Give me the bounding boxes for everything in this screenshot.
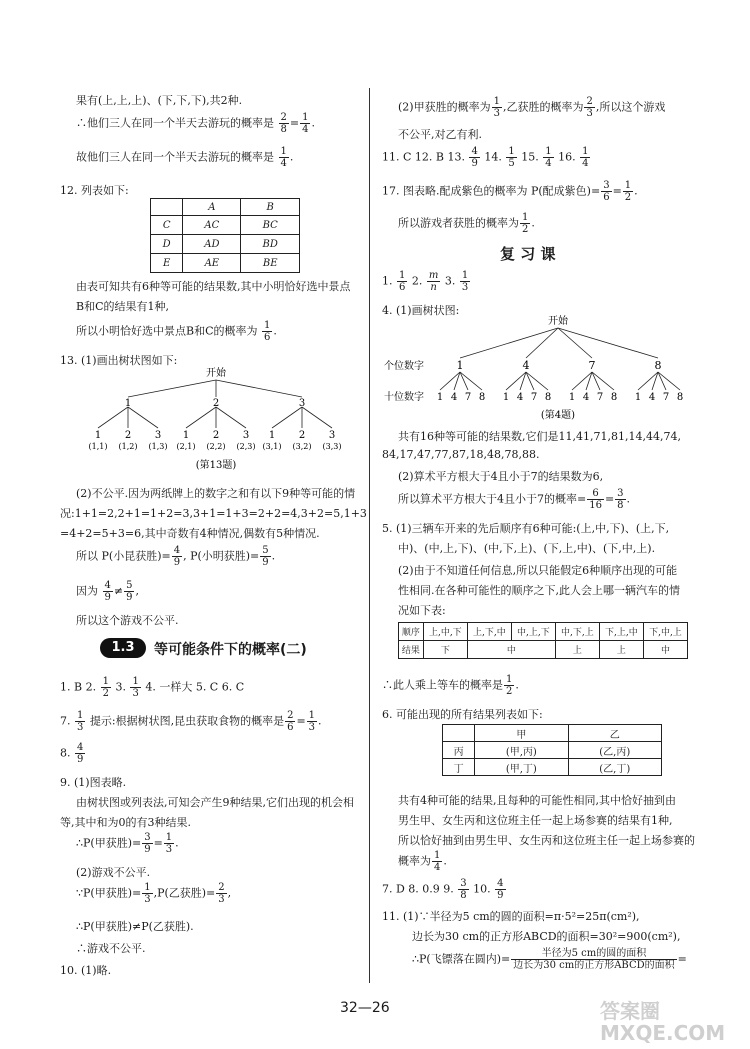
answer-line: 1. B 2. $\frac{1}{2}$ 3. $\frac{1}{3}$ 4. 一样大 5. C 6. C bbox=[60, 676, 245, 699]
answer-line: 11. (1)∵半径为5 cm的圆的面积=π·5²=25π(cm²), bbox=[382, 910, 640, 923]
text-line: 男生甲、女生丙和这位班主任一起上场参赛的结果有1种, bbox=[398, 814, 673, 827]
fraction: $\frac{6}{16}$ bbox=[589, 488, 602, 511]
fraction: $\frac{1}{4}$ bbox=[434, 850, 441, 873]
fraction: $\frac{3}{9}$ bbox=[144, 832, 151, 855]
watermark: 答案圈 MXQE.COM bbox=[600, 999, 726, 1045]
tree-diagram-4 bbox=[382, 312, 702, 420]
tree-leaf: 7 bbox=[596, 392, 604, 403]
text-line: 由表可知共有6种等可能的结果数,其中小明恰好选中景点 bbox=[76, 280, 351, 293]
fraction: $\frac{5}{9}$ bbox=[126, 580, 133, 603]
answer-line: 7. $\frac{1}{3}$ 提示:根据树状图,昆虫获取食物的概率是 $\frac{2}{6}$ = $\frac{1}{3}$ . bbox=[60, 710, 322, 733]
tree-node: 3 bbox=[298, 398, 306, 409]
fraction: $\frac{1}{6}$ bbox=[264, 320, 271, 343]
fraction: $\frac{4}{9}$ bbox=[77, 742, 84, 765]
tree-node: 2 bbox=[212, 398, 220, 409]
tree-node: 3 bbox=[328, 430, 336, 441]
text-line: (2)不公平.因为两纸牌上的数字之和有以下9种等可能的情 bbox=[76, 487, 356, 500]
row-label: 个位数字 bbox=[384, 361, 424, 372]
text-line: ∴P(飞镖落在圆内)= $\frac{\text{半径为5 cm的圆的面积}}{\text{边长为30 cm的正方形ABCD的面积}}$ = bbox=[412, 948, 687, 971]
tree-leaf: (1,2) bbox=[118, 442, 138, 451]
text-line: (2)算术平方根大于4且小于7的结果数为6, bbox=[398, 470, 604, 483]
text-line: 所以游戏者获胜的概率为 $\frac{1}{2}$ . bbox=[398, 212, 535, 235]
section-title: 等可能条件下的概率(二) bbox=[154, 642, 307, 658]
fraction: $\frac{1}{3}$ bbox=[461, 270, 469, 293]
fraction: $\frac{1}{2}$ bbox=[102, 676, 109, 699]
text-line: ∴他们三人在同一个半天去游玩的概率是 $\frac{2}{8}$ = $\frac{1}{4}$ . bbox=[76, 112, 315, 135]
fraction: $\frac{1}{3}$ bbox=[144, 882, 151, 905]
fraction: $\frac{2}{3}$ bbox=[586, 96, 593, 119]
fraction: $\frac{1}{4}$ bbox=[545, 146, 552, 169]
fraction: $\frac{1}{3}$ bbox=[132, 676, 139, 699]
fraction: $\frac{1}{2}$ bbox=[624, 180, 632, 203]
text-line: ∴此人乘上等车的概率是 $\frac{1}{2}$ . bbox=[382, 674, 519, 697]
text-line: (2)甲获胜的概率为 $\frac{1}{3}$ ,乙获胜的概率为 $\frac{2}{3}$ ,所以这个游戏 bbox=[398, 96, 666, 119]
fraction: $\frac{1}{2}$ bbox=[522, 212, 529, 235]
fraction: $\frac{1}{2}$ bbox=[506, 674, 513, 697]
fraction: $\frac{3}{8}$ bbox=[617, 488, 624, 511]
answer-line: 8. $\frac{4}{9}$ bbox=[60, 742, 84, 765]
answer-line: 4. (1)画树状图: bbox=[382, 304, 460, 317]
text-line: 所以 P(小昆获胜)= $\frac{4}{9}$ , P(小明获胜)= $\frac{5}{9}$ . bbox=[76, 545, 276, 568]
fraction: $\frac{2}{8}$ bbox=[280, 112, 287, 135]
page-number: 32—26 bbox=[340, 1000, 390, 1016]
answer-line: 6. 可能出现的所有结果列表如下: bbox=[382, 708, 543, 721]
answer-line: 7. D 8. 0.9 9. $\frac{3}{8}$ 10. $\frac{4}{9}$ bbox=[382, 878, 504, 901]
tree-leaf: (1,1) bbox=[88, 442, 108, 451]
tree-leaf: 4 bbox=[516, 392, 524, 403]
question-12: 12. 列表如下: bbox=[60, 184, 129, 197]
answer-line: 10. (1)略. bbox=[60, 964, 112, 977]
text-line: 5. (1)三辆车开来的先后顺序有6种可能:(上,中,下)、(上,下, bbox=[382, 522, 670, 535]
tree-leaf: 8 bbox=[676, 392, 684, 403]
text-line: 况:1+1=2,2+1=1+2=3,3+1=1+3=2+2=4,3+2=5,1+3 bbox=[60, 507, 367, 520]
fraction: $\frac{m}{n}$ bbox=[428, 270, 439, 293]
fraction: $\frac{4}{9}$ bbox=[173, 545, 181, 568]
tree-leaf: 4 bbox=[450, 392, 458, 403]
review-heading: 复 习 课 bbox=[500, 245, 556, 263]
column-divider bbox=[369, 88, 370, 983]
text-line: =4+2=5+3=6,其中奇数有4种情况,偶数有5种情况. bbox=[60, 527, 320, 540]
tree-leaf: 7 bbox=[530, 392, 538, 403]
tree-branches bbox=[440, 328, 680, 390]
fraction: $\frac{4}{9}$ bbox=[497, 878, 504, 901]
fraction: $\frac{1}{5}$ bbox=[508, 146, 515, 169]
tree-leaf: (2,3) bbox=[236, 442, 256, 451]
tree-leaf: 1 bbox=[436, 392, 444, 403]
text-line: 等,其中和为0的有3种结果. bbox=[60, 816, 191, 829]
text-line: (2)游戏不公平. bbox=[76, 866, 151, 879]
tree-node: 1 bbox=[268, 430, 276, 441]
fraction: $\frac{1}{3}$ bbox=[77, 710, 84, 733]
text-line: 所以算术平方根大于4且小于7的概率= $\frac{6}{16}$ = $\frac{3}{8}$ . bbox=[398, 488, 631, 511]
text-line: 果有(上,上,上)、(下,下,下),共2种. bbox=[76, 94, 243, 107]
tree-node: 7 bbox=[588, 359, 596, 372]
fraction: $\frac{1}{3}$ bbox=[308, 710, 316, 733]
table-6: 甲 乙 丙 (甲,丙) (乙,丙) 丁 (甲,丁) (乙,丁) bbox=[442, 724, 662, 776]
text-line: B和C的结果有1种, bbox=[76, 300, 169, 313]
text-line: 中)、(中,上,下)、(中,下,上)、(下,上,中)、(下,中,上). bbox=[398, 542, 656, 555]
tree-node: 1 bbox=[182, 430, 190, 441]
table-12: A B C AC BC D AD BD E AE BE bbox=[150, 198, 300, 273]
fraction: $\frac{3}{6}$ bbox=[603, 180, 610, 203]
tree-leaf: (2,2) bbox=[206, 442, 226, 451]
text-line: 由树状图或列表法,可知会产生9种结果,它们出现的机会相 bbox=[76, 796, 354, 809]
tree-node: 1 bbox=[124, 398, 132, 409]
tree-node: 3 bbox=[154, 430, 162, 441]
question-13: 13. (1)画出树状图如下: bbox=[60, 354, 178, 367]
fraction: $\frac{1}{4}$ bbox=[582, 146, 589, 169]
table-5: 顺序 上,中,下 上,下,中 中,上,下 中,下,上 下,上,中 下,中,上 结果 下 中 上 上 中 bbox=[398, 622, 688, 659]
text-line: 所以这个游戏不公平. bbox=[76, 614, 179, 627]
answer-line: 17. 图表略.配成紫色的概率为 P(配成紫色)= $\frac{3}{6}$ = $\frac{1}{2}$ . bbox=[382, 180, 638, 203]
tree-leaf: 8 bbox=[610, 392, 618, 403]
tree-root: 开始 bbox=[206, 368, 226, 379]
tree-node: 8 bbox=[654, 359, 662, 372]
text-line: 84,17,47,77,87,18,48,78,88. bbox=[382, 448, 540, 461]
text-line: 所以恰好抽到由男生甲、女生丙和这位班主任一起上场参赛的 bbox=[398, 834, 695, 847]
text-line: 共有16种等可能的结果数,它们是11,41,71,81,14,44,74, bbox=[398, 430, 681, 443]
section-number: 1.3 bbox=[100, 638, 146, 658]
fraction: $\frac{2}{3}$ bbox=[218, 882, 225, 905]
tree-leaf: (3,3) bbox=[322, 442, 342, 451]
fraction: $\frac{2}{6}$ bbox=[287, 710, 294, 733]
answer-line: 9. (1)图表略. bbox=[60, 776, 127, 789]
fraction: $\frac{5}{9}$ bbox=[262, 545, 269, 568]
fraction: $\frac{4}{9}$ bbox=[104, 580, 111, 603]
tree-leaf: 8 bbox=[544, 392, 552, 403]
tree-leaf: (3,2) bbox=[292, 442, 312, 451]
tree-leaf: (1,3) bbox=[148, 442, 168, 451]
tree-leaf: 4 bbox=[582, 392, 590, 403]
text-line: 概率为 $\frac{1}{4}$ . bbox=[398, 850, 447, 873]
tree-node: 1 bbox=[456, 359, 464, 372]
figure-caption: (第13题) bbox=[195, 460, 237, 471]
tree-leaf: (2,1) bbox=[176, 442, 196, 451]
text-line: 共有4种可能的结果,且每种的可能性相同,其中恰好抽到由 bbox=[398, 794, 676, 807]
tree-leaf: 4 bbox=[648, 392, 656, 403]
tree-node: 1 bbox=[94, 430, 102, 441]
fraction: $\frac{3}{8}$ bbox=[460, 878, 467, 901]
tree-node: 2 bbox=[124, 430, 132, 441]
text-line: ∵P(甲获胜)= $\frac{1}{3}$ ,P(乙获胜)= $\frac{2}{3}$ , bbox=[76, 882, 232, 905]
tree-node: 4 bbox=[522, 359, 530, 372]
text-line: (2)由于不知道任何信息,所以只能假定6种顺序出现的可能 bbox=[398, 564, 678, 577]
tree-leaf: 1 bbox=[634, 392, 642, 403]
tree-node: 2 bbox=[212, 430, 220, 441]
text-line: 不公平,对乙有利. bbox=[398, 128, 482, 141]
tree-node: 3 bbox=[242, 430, 250, 441]
section-heading bbox=[100, 636, 360, 660]
tree-root: 开始 bbox=[548, 316, 568, 327]
figure-caption: (第4题) bbox=[540, 410, 576, 420]
fraction: $\frac{1}{4}$ bbox=[280, 146, 287, 169]
tree-leaf: 1 bbox=[502, 392, 510, 403]
tree-leaf: 8 bbox=[478, 392, 486, 403]
text-line: ∴P(甲获胜)≠P(乙获胜). bbox=[76, 920, 194, 933]
text-line: 所以小明恰好选中景点B和C的概率为 $\frac{1}{6}$ . bbox=[76, 320, 277, 343]
tree-leaf: 7 bbox=[464, 392, 472, 403]
tree-leaf: (3,1) bbox=[262, 442, 282, 451]
text-line: ∴P(甲获胜)= $\frac{3}{9}$ = $\frac{1}{3}$ . bbox=[76, 832, 179, 855]
fraction: $\frac{1}{3}$ bbox=[165, 832, 173, 855]
text-line: ∴游戏不公平. bbox=[76, 942, 146, 955]
fraction: $\frac{1}{4}$ bbox=[302, 112, 309, 135]
fraction: $\frac{4}{9}$ bbox=[471, 146, 478, 169]
answer-line: 1. $\frac{1}{6}$ 2. $\frac{m}{n}$ 3. $\frac{1}{3}$ bbox=[382, 270, 469, 293]
tree-node: 2 bbox=[298, 430, 306, 441]
fraction: $\frac{1}{3}$ bbox=[493, 96, 500, 119]
fraction: $\frac{\text{半径为5 cm的圆的面积}}{\text{边长为30 cm的正方形ABCD的面积}}$ bbox=[513, 948, 675, 971]
text-line: 性相同.在各种可能性的顺序之下,此人会上哪一辆汽车的情 bbox=[398, 584, 680, 597]
text-line: 边长为30 cm的正方形ABCD的面积=30²=900(cm²), bbox=[412, 930, 681, 943]
text-line: 况如下表: bbox=[398, 604, 446, 617]
tree-leaf: 1 bbox=[568, 392, 576, 403]
answer-line: 11. C 12. B 13. $\frac{4}{9}$ 14. $\frac{1}{5}$ 15. $\frac{1}{4}$ 16. $\frac{1}{4}$ bbox=[382, 146, 589, 169]
tree-leaf: 7 bbox=[662, 392, 670, 403]
fraction: $\frac{1}{6}$ bbox=[399, 270, 406, 293]
text-line: 故他们三人在同一个半天去游玩的概率是 $\frac{1}{4}$ . bbox=[76, 146, 294, 169]
row-label: 十位数字 bbox=[384, 392, 424, 403]
tree-diagram-13 bbox=[80, 365, 360, 475]
text-line: 因为 $\frac{4}{9}$ ≠ $\frac{5}{9}$ , bbox=[76, 580, 139, 603]
